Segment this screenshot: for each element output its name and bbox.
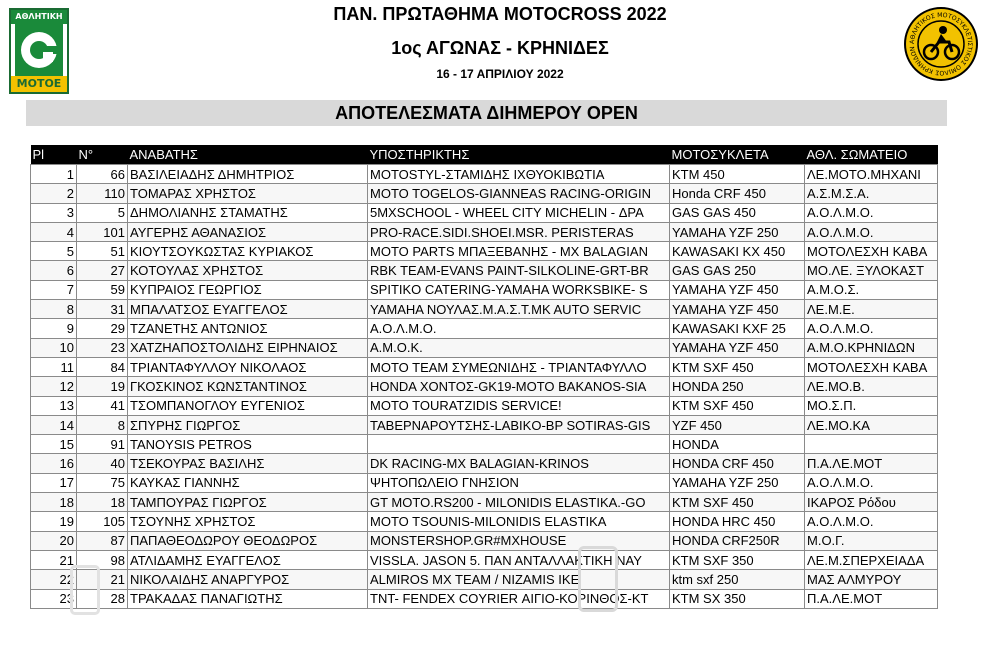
cell-club: ΛΕ.ΜΟΤΟ.ΜΗΧΑΝΙ [805,165,938,184]
cell-club: ΛΕ.ΜΟ.ΚΑ [805,415,938,434]
cell-position: 14 [31,415,77,434]
cell-motorcycle: ktm sxf 250 [670,570,805,589]
race-subtitle: 1ος ΑΓΩΝΑΣ - ΚΡΗΝΙΔΕΣ [391,38,609,58]
cell-rider: ΤΖΑΝΕΤΗΣ ΑΝΤΩΝΙΟΣ [128,319,368,338]
cell-position: 4 [31,222,77,241]
cell-number: 105 [77,512,128,531]
cell-club: ΜΟ.ΛΕ. ΞΥΛΟΚΑΣΤ [805,261,938,280]
cell-club: Α.Σ.Μ.Σ.Α. [805,184,938,203]
cell-club: ΜΟΤΟΛΕΣΧΗ ΚΑΒΑ [805,242,938,261]
cell-club: Μ.Ο.Γ. [805,531,938,550]
cell-position: 2 [31,184,77,203]
cell-club [805,435,938,454]
table-row [31,338,938,357]
cell-number: 5 [77,203,128,222]
results-table [30,145,938,609]
cell-number: 101 [77,222,128,241]
cell-number: 23 [77,338,128,357]
cell-position: 17 [31,473,77,492]
col-header-motorcycle: ΜΟΤΟΣΥΚΛΕΤΑ [670,145,805,165]
col-header-sponsor: ΥΠΟΣΤΗΡΙΚΤΗΣ [368,145,670,165]
cell-motorcycle: Honda CRF 450 [670,184,805,203]
cell-number: 87 [77,531,128,550]
cell-position: 23 [31,589,77,608]
cell-sponsor: MOTO TSOUNIS-MILONIDIS ELASTIKA [368,512,670,531]
cell-position: 8 [31,300,77,319]
cell-motorcycle: YAMAHA YZF 250 [670,222,805,241]
watermark-mark [70,565,100,615]
cell-motorcycle: GAS GAS 450 [670,203,805,222]
cell-rider: ΚΟΤΟΥΛΑΣ ΧΡΗΣΤΟΣ [128,261,368,280]
cell-rider: ΤΡΑΚΑΔΑΣ ΠΑΝΑΓΙΩΤΗΣ [128,589,368,608]
table-row [31,589,938,608]
cell-club: ΛΕ.ΜΟ.Β. [805,377,938,396]
cell-club: Α.Ο.Λ.Μ.Ο. [805,473,938,492]
cell-number: 31 [77,300,128,319]
cell-sponsor: 5MXSCHOOL - WHEEL CITY MICHELIN - ΔΡΑ [368,203,670,222]
cell-rider: ΝΙΚΟΛΑΙΔΗΣ ΑΝΑΡΓΥΡΟΣ [128,570,368,589]
col-header-rider: ΑΝΑΒΑΤΗΣ [128,145,368,165]
cell-number: 18 [77,493,128,512]
cell-sponsor: MOTO TEAM ΣΥΜΕΩΝΙΔΗΣ - ΤΡΙΑΝΤΑΦΥΛΛΟ [368,357,670,376]
cell-number: 75 [77,473,128,492]
cell-rider: ΧΑΤΖΗΑΠΟΣΤΟΛΙΔΗΣ ΕΙΡΗΝΑΙΟΣ [128,338,368,357]
cell-rider: ΔΗΜΟΛΙΑΝΗΣ ΣΤΑΜΑΤΗΣ [128,203,368,222]
cell-sponsor: MONSTERSHOP.GR#MXHOUSE [368,531,670,550]
cell-rider: ΤΟΜΑΡΑΣ ΧΡΗΣΤΟΣ [128,184,368,203]
cell-sponsor: SPITIKO CATERING-YAMAHA WORKSBIKE- S [368,280,670,299]
cell-rider: ΚΙΟΥΤΣΟΥΚΩΣΤΑΣ ΚΥΡΙΑΚΟΣ [128,242,368,261]
table-row [31,300,938,319]
logo-top-text: ΑΘΛΗΤΙΚΗ [11,10,67,24]
cell-position: 5 [31,242,77,261]
cell-motorcycle: KTM SXF 450 [670,357,805,376]
cell-number: 91 [77,435,128,454]
cell-sponsor: MOTOSTYL-ΣΤΑΜΙΔΗΣ ΙΧΘΥΟΚΙΒΩΤΙΑ [368,165,670,184]
cell-sponsor: MOTO TOGELOS-GIANNEAS RACING-ORIGIN [368,184,670,203]
cell-number: 8 [77,415,128,434]
cell-number: 21 [77,570,128,589]
cell-rider: ΑΤΛΙΔΑΜΗΣ ΕΥΑΓΓΕΛΟΣ [128,550,368,569]
cell-sponsor: ALMIROS MX TEAM / NIZAMIS IKE [368,570,670,589]
cell-motorcycle: KTM 450 [670,165,805,184]
col-header-number: N° [77,145,128,165]
table-row [31,222,938,241]
cell-position: 1 [31,165,77,184]
cell-position: 18 [31,493,77,512]
watermark-logo [578,546,618,612]
cell-motorcycle: HONDA [670,435,805,454]
cell-motorcycle: HONDA CRF 450 [670,454,805,473]
table-row [31,280,938,299]
race-dates: 16 - 17 ΑΠΡΙΛΙΟΥ 2022 [436,67,564,81]
cell-position: 19 [31,512,77,531]
table-row [31,396,938,415]
cell-club: ΛΕ.Μ.ΣΠΕΡΧΕΙΑΔΑ [805,550,938,569]
cell-number: 98 [77,550,128,569]
cell-club: Π.Α.ΛΕ.ΜΟΤ [805,589,938,608]
cell-number: 59 [77,280,128,299]
cell-motorcycle: HONDA HRC 450 [670,512,805,531]
cell-club: Α.Ο.Λ.Μ.Ο. [805,203,938,222]
cell-sponsor: ΤΑΒΕΡΝΑΡΟΥΤΣΗΣ-LABIKO-BP SOTIRAS-GIS [368,415,670,434]
cell-position: 22 [31,570,77,589]
cell-position: 21 [31,550,77,569]
table-row [31,203,938,222]
cell-rider: TANOYSIS PETROS [128,435,368,454]
cell-motorcycle: GAS GAS 250 [670,261,805,280]
cell-number: 66 [77,165,128,184]
table-row [31,454,938,473]
table-row [31,415,938,434]
cell-sponsor: VISSLA. JASON 5. ΠΑΝ ΑΝΤΑΛΛΑΚΤΙΚΗ ΝΑΥ [368,550,670,569]
cell-sponsor: Α.Μ.Ο.Κ. [368,338,670,357]
cell-position: 11 [31,357,77,376]
cell-sponsor: ΨΗΤΟΠΩΛΕΙΟ ΓΝΗΣΙΟΝ [368,473,670,492]
cell-club: Α.Ο.Λ.Μ.Ο. [805,319,938,338]
cell-position: 7 [31,280,77,299]
cell-sponsor: RBK TEAM-EVANS PAINT-SILKOLINE-GRT-BR [368,261,670,280]
cell-position: 9 [31,319,77,338]
col-header-pl: Pl [31,145,77,165]
cell-sponsor: TNT- FENDEX COYRIER ΑΙΓΙΟ-ΚΟΡΙΝΘΟΣ-ΚΤ [368,589,670,608]
cell-position: 12 [31,377,77,396]
cell-rider: ΤΑΜΠΟΥΡΑΣ ΓΙΩΡΓΟΣ [128,493,368,512]
table-row [31,377,938,396]
cell-motorcycle: HONDA 250 [670,377,805,396]
table-row [31,357,938,376]
cell-motorcycle: KAWASAKI KX 450 [670,242,805,261]
cell-motorcycle: YAMAHA YZF 250 [670,473,805,492]
cell-rider: ΣΠΥΡΗΣ ΓΙΩΡΓΟΣ [128,415,368,434]
table-row [31,261,938,280]
logo-bottom-text: ΜΟΤΟΕ [11,76,67,92]
cell-motorcycle: KTM SXF 450 [670,396,805,415]
cell-rider: ΠΑΠΑΘΕΟΔΩΡΟΥ ΘΕΟΔΩΡΟΣ [128,531,368,550]
cell-motorcycle: YAMAHA YZF 450 [670,338,805,357]
section-title: ΑΠΟΤΕΛΕΣΜΑΤΑ ΔΙΗΜΕΡΟΥ OPEN [26,100,947,126]
cell-sponsor: GT MOTO.RS200 - MILONIDIS ELASTIKA.-GO [368,493,670,512]
cell-rider: ΚΥΠΡΑΙΟΣ ΓΕΩΡΓΙΟΣ [128,280,368,299]
cell-sponsor: PRO-RACE.SIDI.SHOEI.MSR. PERISTERAS [368,222,670,241]
cell-rider: ΓΚΟΣΚΙΝΟΣ ΚΩΝΣΤΑΝΤΙΝΟΣ [128,377,368,396]
cell-number: 110 [77,184,128,203]
cell-motorcycle: YZF 450 [670,415,805,434]
cell-motorcycle: YAMAHA YZF 450 [670,280,805,299]
cell-motorcycle: KTM SXF 350 [670,550,805,569]
table-row [31,493,938,512]
table-row [31,319,938,338]
table-row [31,550,938,569]
cell-rider: ΜΠΑΛΑΤΣΟΣ ΕΥΑΓΓΕΛΟΣ [128,300,368,319]
table-row [31,531,938,550]
cell-sponsor: DK RACING-MX BALAGIAN-KRINOS [368,454,670,473]
cell-club: Α.Ο.Λ.Μ.Ο. [805,222,938,241]
cell-number: 19 [77,377,128,396]
cell-club: ΛΕ.Μ.Ε. [805,300,938,319]
cell-sponsor: MOTO TOURATZIDIS SERVICE! [368,396,670,415]
cell-motorcycle: KTM SXF 450 [670,493,805,512]
championship-title: ΠΑΝ. ΠΡΩΤΑΘΗΜΑ MOTOCROSS 2022 [333,4,667,24]
cell-club: Α.Μ.Ο.Σ. [805,280,938,299]
logo-ring-text: ΑΘΛΗΤΙΚΟΣ ΜΟΤΟΣΥΚΛΕΤΙΣΤΙΚΟΣ ΟΜΙΛΟΣ ΚΡΗΝΙΔΩΝ [908,11,974,77]
table-row [31,512,938,531]
table-header-row [31,145,938,165]
table-row [31,242,938,261]
cell-sponsor [368,435,670,454]
cell-number: 84 [77,357,128,376]
results-body [31,165,938,609]
table-row [31,184,938,203]
cell-number: 29 [77,319,128,338]
cell-club: ΜΟΤΟΛΕΣΧΗ ΚΑΒΑ [805,357,938,376]
cell-club: ΙΚΑΡΟΣ Ρόδου [805,493,938,512]
col-header-club: ΑΘΛ. ΣΩΜΑΤΕΙΟ [805,145,938,165]
cell-number: 27 [77,261,128,280]
cell-position: 20 [31,531,77,550]
cell-position: 16 [31,454,77,473]
cell-rider: ΤΡΙΑΝΤΑΦΥΛΛΟΥ ΝΙΚΟΛΑΟΣ [128,357,368,376]
cell-club: ΜΑΣ ΑΛΜΥΡΟΥ [805,570,938,589]
cell-club: Α.Μ.Ο.ΚΡΗΝΙΔΩΝ [805,338,938,357]
cell-position: 13 [31,396,77,415]
table-row [31,570,938,589]
cell-motorcycle: KAWASAKI KXF 25 [670,319,805,338]
cell-motorcycle: KTM SX 350 [670,589,805,608]
cell-club: ΜΟ.Σ.Π. [805,396,938,415]
cell-rider: ΤΣΕΚΟΥΡΑΣ ΒΑΣΙΛΗΣ [128,454,368,473]
cell-club: Α.Ο.Λ.Μ.Ο. [805,512,938,531]
cell-rider: ΤΣΟΥΝΗΣ ΧΡΗΣΤΟΣ [128,512,368,531]
table-row [31,435,938,454]
cell-sponsor: HONDA ΧΟΝΤΟΣ-GK19-MOTO BAKANOS-SIA [368,377,670,396]
cell-sponsor: YAMAHA ΝΟΥΛΑΣ.Μ.Α.Σ.Τ.MK AUTO SERVIC [368,300,670,319]
cell-position: 15 [31,435,77,454]
cell-sponsor: Α.Ο.Λ.Μ.Ο. [368,319,670,338]
cell-position: 10 [31,338,77,357]
cell-number: 51 [77,242,128,261]
cell-club: Π.Α.ΛΕ.ΜΟΤ [805,454,938,473]
table-row [31,165,938,184]
cell-motorcycle: HONDA CRF250R [670,531,805,550]
cell-motorcycle: YAMAHA YZF 450 [670,300,805,319]
cell-rider: ΒΑΣΙΛΕΙΑΔΗΣ ΔΗΜΗΤΡΙΟΣ [128,165,368,184]
cell-position: 3 [31,203,77,222]
cell-number: 41 [77,396,128,415]
table-row [31,473,938,492]
cell-number: 40 [77,454,128,473]
cell-sponsor: MOTO PARTS ΜΠΑΞΕΒΑΝΗΣ - MX BALAGIAN [368,242,670,261]
cell-position: 6 [31,261,77,280]
cell-rider: ΚΑΥΚΑΣ ΓΙΑΝΝΗΣ [128,473,368,492]
cell-rider: ΤΣΟΜΠΑΝΟΓΛΟΥ ΕΥΓΕΝΙΟΣ [128,396,368,415]
cell-rider: ΑΥΓΕΡΗΣ ΑΘΑΝΑΣΙΟΣ [128,222,368,241]
cell-number: 28 [77,589,128,608]
